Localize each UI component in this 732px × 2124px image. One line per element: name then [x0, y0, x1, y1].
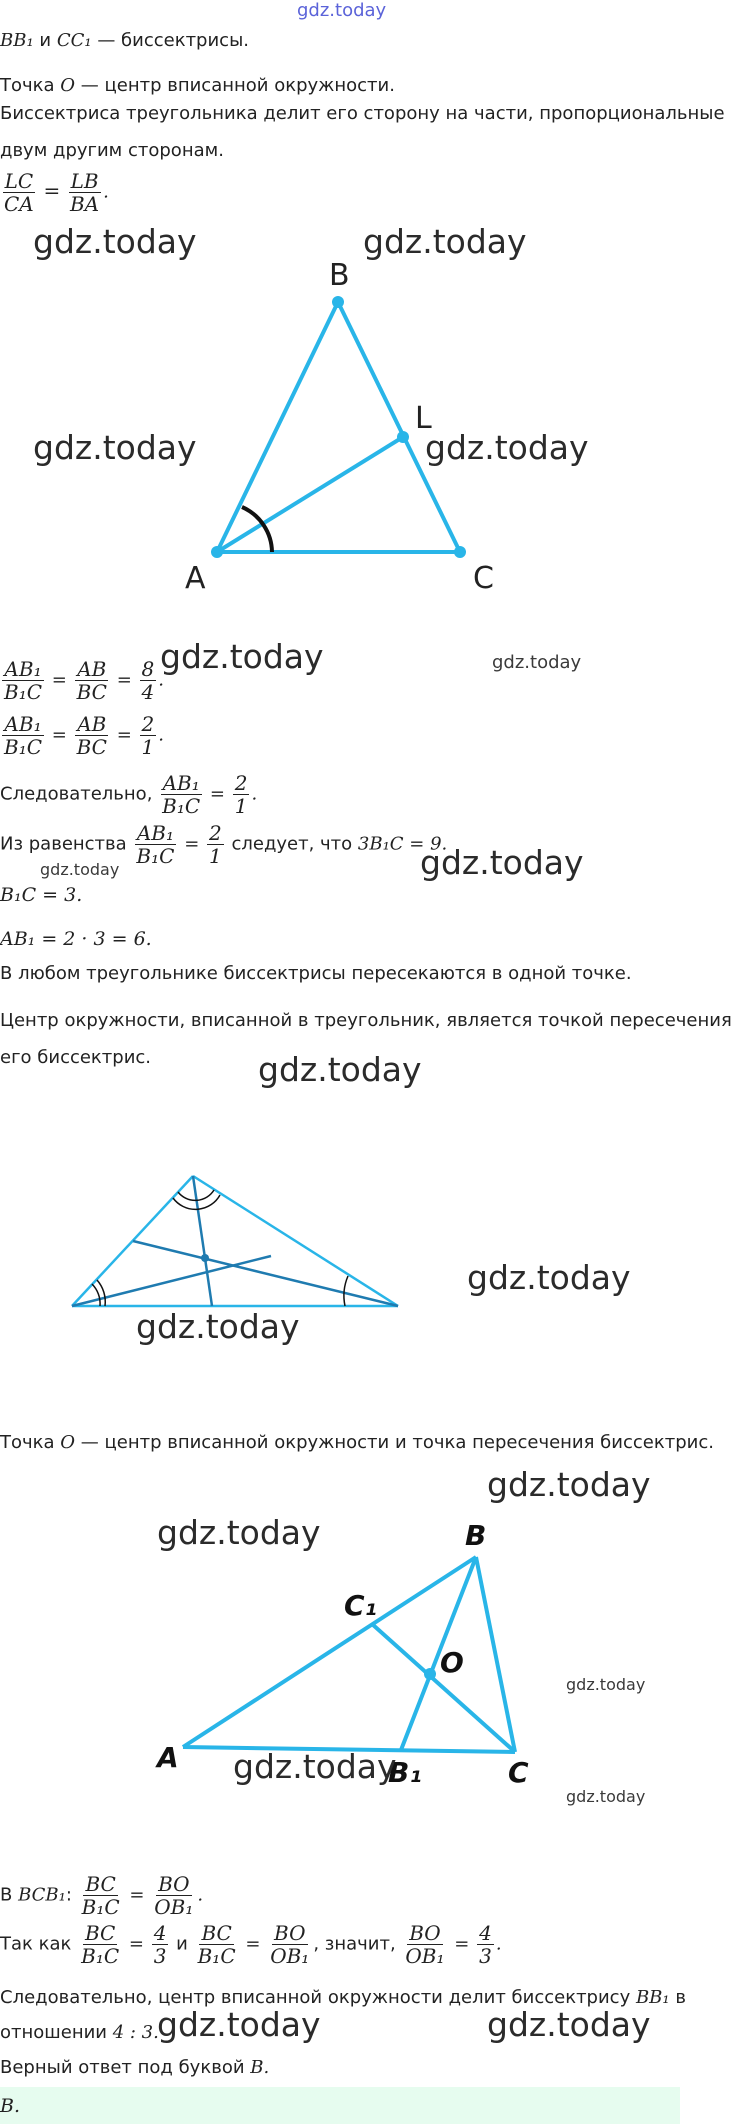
frac-den: 1 [234, 794, 248, 818]
text-bisectors: — биссектрисы. [91, 30, 250, 51]
watermark-small: gdz.today [492, 652, 582, 673]
side-ab [183, 1557, 476, 1747]
frac-num: AB₁ [4, 657, 42, 681]
frac-den: 1 [209, 844, 222, 868]
eq-sign: = [43, 178, 61, 203]
frac-den: B₁C [81, 1895, 120, 1919]
bisector-left [72, 1256, 271, 1306]
period: . [103, 181, 109, 203]
incenter-point [201, 1254, 209, 1262]
watermark: gdz.today [487, 1465, 651, 1504]
text-incenter-intersection: — центр вписанной окружности и точка пересечения биссектрис. [75, 1432, 714, 1453]
watermark-small: gdz.today [40, 860, 120, 879]
math-b: B. [250, 2057, 270, 2078]
label-c: C [473, 561, 494, 596]
watermark: gdz.today [487, 2005, 651, 2044]
text-bisector-theorem-2: двум другим сторонам. [0, 140, 224, 161]
text-bisector-theorem: Биссектриса треугольника делит его сторону на части, пропорциональные [0, 103, 725, 124]
math-3b1c: 3B₁C = 9. [357, 833, 448, 855]
angle-arc-right [344, 1276, 348, 1306]
text-in: В [0, 1884, 19, 1906]
text-correct-answer-label: Верный ответ под буквой [0, 2057, 251, 2078]
frac-den: OB₁ [154, 1895, 194, 1919]
eq-sign: = [454, 1933, 470, 1955]
eq-sign: = [129, 1884, 145, 1906]
label-b: B [329, 258, 350, 293]
frac-num: BC [84, 1921, 116, 1945]
period: . [495, 1933, 502, 1955]
frac-den: B₁C [197, 1944, 236, 1968]
text-therefore: Следовательно, [0, 783, 159, 805]
text-follows: следует, что [225, 833, 358, 855]
frac-den: B₁C [162, 794, 201, 818]
text-ratio-label: отношении [0, 2022, 113, 2043]
watermark: gdz.today [363, 222, 527, 261]
text-correct-answer [0, 2057, 269, 2078]
formula-lc-ca [0, 170, 109, 215]
label-o: O [440, 1646, 464, 1679]
formula-since [0, 1922, 502, 1967]
eq-sign: = [245, 1933, 261, 1955]
label-l: L [415, 401, 432, 436]
vertex-a [211, 546, 223, 558]
text-point: Точка [0, 75, 61, 96]
frac-den: 3 [153, 1944, 167, 1968]
watermark: gdz.today [160, 637, 324, 676]
frac-den: B₁C [4, 735, 43, 759]
frac-num: BC [85, 1872, 116, 1896]
side-right [193, 1176, 398, 1306]
frac-den: BC [76, 735, 107, 759]
text-and: и [170, 1933, 194, 1955]
formula-ratio-1 [0, 658, 164, 703]
frac-num: LB [70, 169, 99, 193]
text-in: в [669, 1987, 686, 2008]
eq-sign: = [51, 724, 67, 746]
vertex-b [332, 296, 344, 308]
side-bc [338, 302, 460, 552]
watermark: gdz.today [258, 1050, 422, 1089]
period: . [251, 783, 258, 805]
watermark-small: gdz.today [566, 1675, 646, 1694]
frac-num: AB₁ [4, 712, 42, 736]
math-o: O [60, 75, 76, 96]
eq-sign: = [184, 833, 200, 855]
watermark-small: gdz.today [566, 1787, 646, 1806]
vertex-c [454, 546, 466, 558]
side-left [72, 1176, 193, 1306]
label-a: A [185, 561, 206, 596]
math-o: O [60, 1432, 76, 1453]
answer-box [0, 2087, 680, 2124]
watermark: gdz.today [33, 428, 197, 467]
point-o [424, 1668, 436, 1680]
frac-num: AB₁ [162, 771, 200, 795]
watermark: gdz.today [233, 1747, 397, 1786]
watermark: gdz.today [33, 222, 197, 261]
answer-value: B. [0, 2095, 21, 2117]
formula-ratio-2 [0, 713, 164, 758]
frac-num: LC [4, 169, 34, 193]
eq-sign: = [209, 783, 226, 805]
watermark: gdz.today [425, 428, 589, 467]
frac-num: 4 [153, 1921, 167, 1945]
frac-den: OB₁ [405, 1944, 445, 1968]
bisector-right [133, 1241, 398, 1306]
frac-den: OB₁ [270, 1944, 310, 1968]
formula-b1c: B₁C = 3. [0, 884, 83, 906]
text-bisectors-intersect: В любом треугольнике биссектрисы пересекаются в одной точке. [0, 963, 632, 984]
frac-num: BO [409, 1921, 441, 1945]
text-incenter-def-2: его биссектрис. [0, 1047, 152, 1068]
frac-den: 4 [141, 680, 155, 704]
text-and: и [33, 30, 57, 51]
label-a: A [157, 1741, 179, 1774]
eq-sign: = [128, 1933, 144, 1955]
frac-den: 1 [141, 735, 155, 759]
frac-num: 4 [479, 1921, 492, 1945]
frac-den: BC [76, 680, 107, 704]
text-therefore-center: Следовательно, центр вписанной окружности делит биссектрису [0, 1987, 636, 2008]
frac-num: BC [201, 1921, 232, 1945]
text-line-incenter [0, 75, 395, 96]
eq-sign: = [116, 724, 132, 746]
period: . [197, 1884, 204, 1906]
frac-num: BO [274, 1921, 306, 1945]
text-incenter: — центр вписанной окружности. [75, 75, 395, 96]
frac-num: BO [158, 1872, 190, 1896]
period: . [158, 724, 164, 746]
triangle-figure-1 [0, 240, 680, 600]
text-point-o [0, 1432, 714, 1453]
frac-den: CA [4, 192, 34, 216]
frac-den: 3 [479, 1944, 492, 1968]
text-ratio [0, 2022, 159, 2043]
text-from-equality: Из равенства [0, 833, 133, 855]
math-bcb1: BCB₁ [18, 1884, 66, 1906]
text-point: Точка [0, 1432, 61, 1453]
label-c1: C₁ [344, 1589, 377, 1622]
frac-num: AB [77, 712, 107, 736]
text-incenter-def: Центр окружности, вписанной в треугольник, является точкой пересечения [0, 1010, 732, 1031]
frac-num: AB₁ [136, 821, 175, 845]
frac-den: B₁C [81, 1944, 120, 1968]
top-watermark: gdz.today [297, 0, 387, 21]
math-bb1: BB₁ [635, 1987, 670, 2008]
period: . [158, 669, 164, 691]
formula-ab1: AB₁ = 2 · 3 = 6. [0, 928, 152, 950]
formula-therefore [0, 772, 257, 817]
bisector-bb1 [401, 1557, 476, 1750]
watermark: gdz.today [467, 1258, 631, 1297]
frac-num: 8 [141, 657, 155, 681]
math-bb1: BB₁ [0, 30, 34, 51]
watermark: gdz.today [420, 843, 584, 882]
frac-num: 2 [141, 712, 155, 736]
math-cc1: CC₁ [56, 30, 92, 51]
frac-num: 2 [234, 771, 248, 795]
watermark: gdz.today [157, 1513, 321, 1552]
label-b1: B₁ [388, 1756, 422, 1789]
triangle-figure-2 [0, 1160, 680, 1340]
formula-bcb1 [0, 1873, 203, 1918]
angle-arc-left [92, 1284, 100, 1306]
frac-den: B₁C [4, 680, 43, 704]
math-4-3: 4 : 3. [112, 2022, 159, 2043]
text-line-bisectors [0, 30, 249, 51]
eq-sign: = [51, 669, 67, 691]
eq-sign: = [116, 669, 132, 691]
text-since: Так как [0, 1933, 78, 1955]
vertex-l [397, 431, 409, 443]
frac-num: 2 [209, 821, 222, 845]
frac-den: B₁C [136, 844, 175, 868]
watermark: gdz.today [157, 2005, 321, 2044]
label-b: B [465, 1519, 487, 1552]
text-hence: , значит, [313, 1933, 402, 1955]
frac-num: AB [77, 657, 107, 681]
watermark: gdz.today [136, 1307, 300, 1346]
label-c: C [508, 1756, 529, 1789]
text-colon: : [65, 1884, 78, 1906]
frac-den: BA [69, 192, 100, 216]
